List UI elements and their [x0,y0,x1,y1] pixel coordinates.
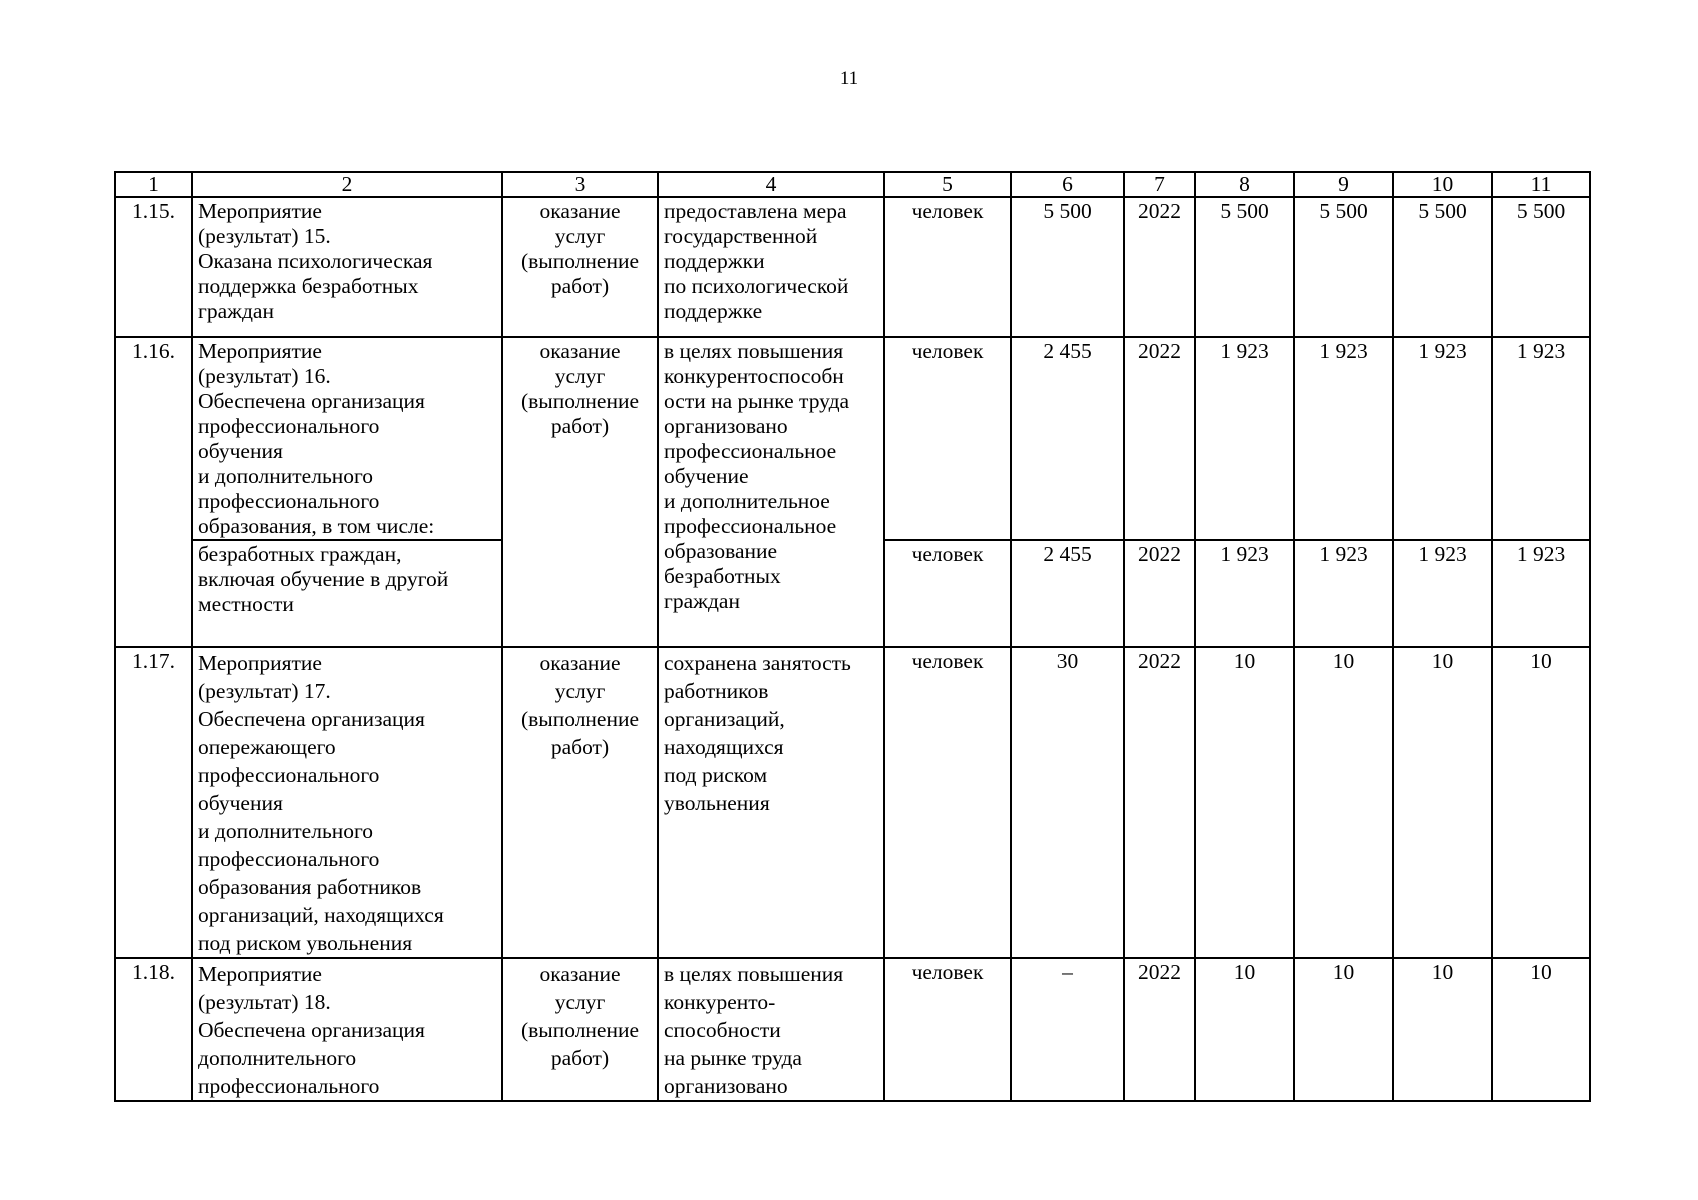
characteristic-line: поддержке [664,299,763,323]
event-line: включая обучение в другой [198,567,449,591]
characteristic-line: организаций, [664,707,785,731]
event-line: и дополнительного [198,819,374,843]
characteristic-line: предоставлена мера [664,199,847,223]
value-cell: 10 [1393,958,1492,1101]
event-line: Обеспечена организация [198,707,425,731]
unit-cell: человек [884,337,1011,540]
characteristic-line: государственной [664,224,818,248]
event-line: граждан [198,299,274,323]
base-value-cell: – [1011,958,1124,1101]
event-line: Мероприятие [198,199,322,223]
event-line: (результат) 15. [198,224,331,248]
value-cell: 1 923 [1393,337,1492,540]
characteristic-line: образование [664,539,778,563]
characteristic-line: ости на рынке труда [664,389,850,413]
type-line: услуг [554,224,606,248]
event-cell [192,337,502,540]
event-line: организаций, находящихся [198,903,444,927]
characteristic-line: профессиональное [664,439,837,463]
value-cell: 1 923 [1492,337,1590,540]
event-cell [192,197,502,337]
base-value-cell: 2 455 [1011,337,1124,540]
value-cell: 10 [1195,958,1294,1101]
event-line: профессионального [198,763,380,787]
event-line: (результат) 16. [198,364,331,388]
col-header: 10 [1393,172,1492,197]
unit-cell: человек [884,540,1011,647]
event-line: Мероприятие [198,651,322,675]
type-line: работ) [550,735,610,759]
row-number: 1.15. [115,197,192,337]
indicators-table [114,171,1591,1102]
value-cell: 1 923 [1195,540,1294,647]
type-cell [502,958,658,1101]
event-line: поддержка безработных [198,274,419,298]
value-cell: 10 [1294,647,1393,958]
value-cell: 10 [1492,647,1590,958]
event-line: профессионального [198,1074,380,1098]
col-header: 11 [1492,172,1590,197]
col-header: 1 [115,172,192,197]
characteristic-line: в целях повышения [664,339,844,363]
event-cell [192,540,502,647]
event-line: обучения [198,439,283,463]
value-cell: 10 [1294,958,1393,1101]
characteristic-line: поддержки [664,249,765,273]
event-line: дополнительного [198,1046,357,1070]
characteristic-line: в целях повышения [664,962,844,986]
characteristic-line: на рынке труда [664,1046,802,1070]
event-line: Обеспечена организация [198,1018,425,1042]
type-line: (выполнение [520,1018,640,1042]
event-line: Мероприятие [198,962,322,986]
type-line: работ) [550,274,610,298]
characteristic-line: и дополнительное [664,489,830,513]
event-line: профессионального [198,847,380,871]
characteristic-line: способности [664,1018,781,1042]
event-line: (результат) 18. [198,990,331,1014]
characteristic-line: организовано [664,1074,788,1098]
event-line: Обеспечена организация [198,389,425,413]
event-line: обучения [198,791,283,815]
characteristic-line: организовано [664,414,788,438]
value-cell: 5 500 [1195,197,1294,337]
characteristic-line: конкурентоспособн [664,364,844,388]
col-header: 3 [502,172,658,197]
table-row [115,337,1590,540]
event-line: Мероприятие [198,339,322,363]
characteristic-line: находящихся [664,735,784,759]
characteristic-line: профессиональное [664,514,837,538]
characteristic-line: сохранена занятость [664,651,851,675]
characteristic-line: безработных [664,564,781,588]
type-cell [502,337,658,647]
row-number: 1.17. [115,647,192,958]
event-line: Оказана психологическая [198,249,433,273]
col-header: 5 [884,172,1011,197]
type-line: работ) [550,414,610,438]
base-year-cell: 2022 [1124,647,1195,958]
type-cell [502,197,658,337]
value-cell: 5 500 [1393,197,1492,337]
base-year-cell: 2022 [1124,540,1195,647]
event-line: безработных граждан, [198,542,402,566]
value-cell: 5 500 [1294,197,1393,337]
type-cell [502,647,658,958]
type-line: оказание [539,651,621,675]
value-cell: 1 923 [1294,337,1393,540]
value-cell: 1 923 [1393,540,1492,647]
event-line: профессионального [198,414,380,438]
characteristic-cell [658,337,884,647]
event-line: (результат) 17. [198,679,331,703]
type-line: оказание [539,199,621,223]
value-cell: 10 [1393,647,1492,958]
characteristic-line: работников [664,679,769,703]
characteristic-line: увольнения [664,791,770,815]
base-year-cell: 2022 [1124,958,1195,1101]
type-line: оказание [539,962,621,986]
col-header: 6 [1011,172,1124,197]
characteristic-line: обучение [664,464,749,488]
event-line: профессионального [198,489,380,513]
row-number: 1.18. [115,958,192,1101]
unit-cell: человек [884,647,1011,958]
base-value-cell: 30 [1011,647,1124,958]
event-line: опережающего [198,735,336,759]
characteristic-cell [658,958,884,1101]
characteristic-cell [658,197,884,337]
unit-cell: человек [884,958,1011,1101]
value-cell: 5 500 [1492,197,1590,337]
value-cell: 10 [1492,958,1590,1101]
type-line: работ) [550,1046,610,1070]
characteristic-line: под риском [664,763,768,787]
characteristic-line: по психологической [664,274,849,298]
event-line: образования, в том числе: [198,514,435,538]
base-value-cell: 2 455 [1011,540,1124,647]
type-line: услуг [554,364,606,388]
value-cell: 1 923 [1195,337,1294,540]
type-line: услуг [554,679,606,703]
value-cell: 10 [1195,647,1294,958]
col-header: 9 [1294,172,1393,197]
unit-cell: человек [884,197,1011,337]
event-cell [192,647,502,958]
col-header: 7 [1124,172,1195,197]
type-line: (выполнение [520,707,640,731]
col-header: 2 [192,172,502,197]
type-line: услуг [554,990,606,1014]
value-cell: 1 923 [1294,540,1393,647]
type-line: (выполнение [520,249,640,273]
page-number: 11 [839,68,859,89]
event-line: и дополнительного [198,464,374,488]
base-year-cell: 2022 [1124,337,1195,540]
table-row [115,647,1590,958]
value-cell: 1 923 [1492,540,1590,647]
characteristic-line: граждан [664,589,740,613]
col-header: 8 [1195,172,1294,197]
event-line: под риском увольнения [198,931,413,955]
event-line: образования работников [198,875,422,899]
base-value-cell: 5 500 [1011,197,1124,337]
characteristic-line: конкуренто- [664,990,776,1014]
col-header: 4 [658,172,884,197]
header-row [115,172,1590,197]
table-row [115,197,1590,337]
type-line: (выполнение [520,389,640,413]
characteristic-cell [658,647,884,958]
table-row [115,958,1590,1101]
type-line: оказание [539,339,621,363]
event-line: местности [198,592,294,616]
base-year-cell: 2022 [1124,197,1195,337]
row-number: 1.16. [115,337,192,647]
event-cell [192,958,502,1101]
